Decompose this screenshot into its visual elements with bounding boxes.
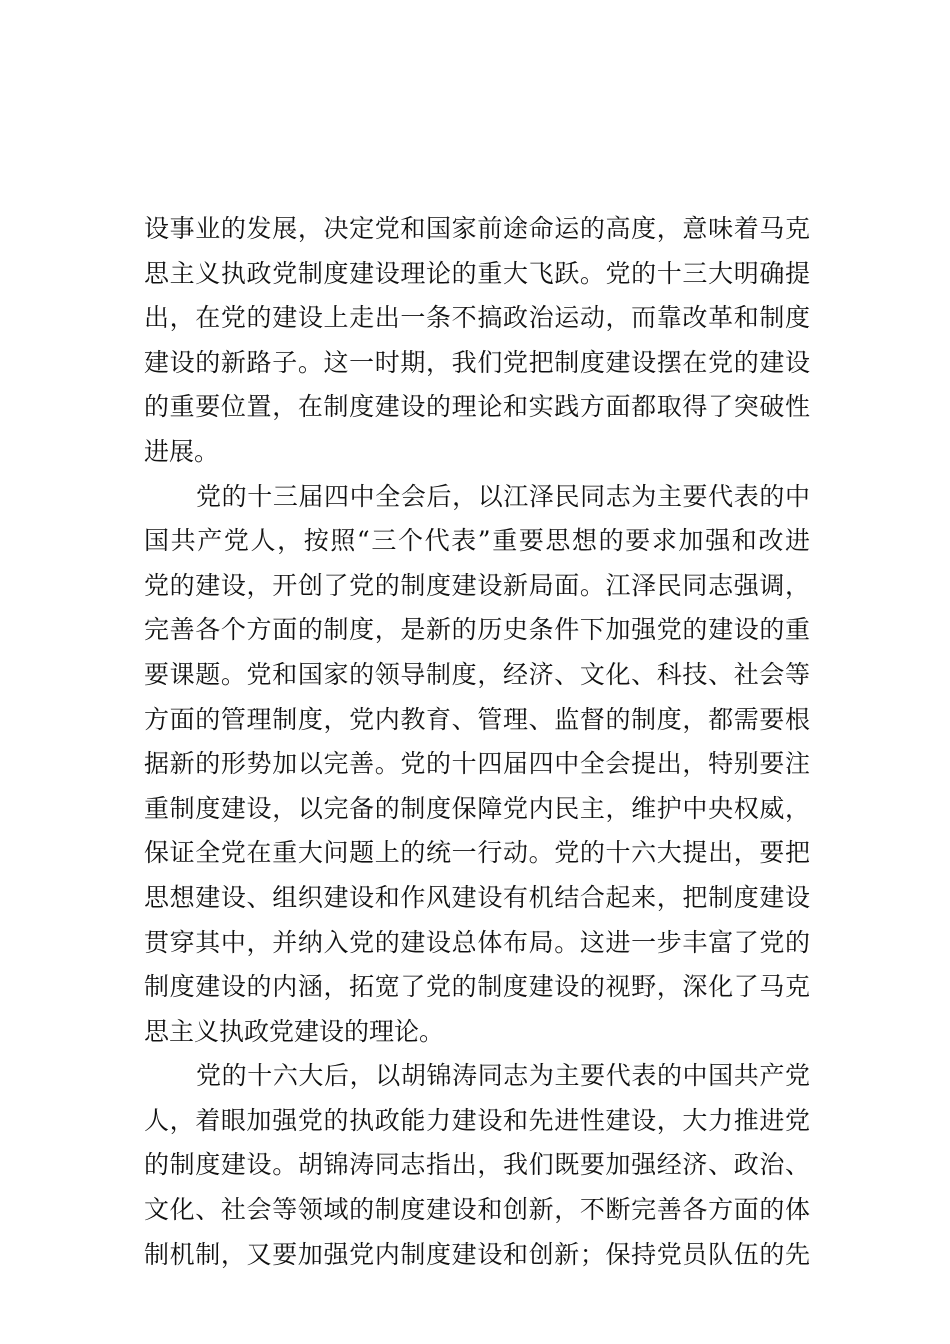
text-line: 的重要位置，在制度建设的理论和实践方面都取得了突破性 [144, 392, 810, 422]
text-line: 党的建设，开创了党的制度建设新局面。江泽民同志强调， [144, 570, 810, 600]
text-line: 思想建设、组织建设和作风建设有机结合起来，把制度建设 [144, 882, 810, 912]
text-line: 建设的新路子。这一时期，我们党把制度建设摆在党的建设 [144, 347, 810, 377]
text-line: 进展。 [144, 436, 220, 466]
text-line: 思主义执政党建设的理论。 [144, 1016, 445, 1046]
text-line: 党的十六大后，以胡锦涛同志为主要代表的中国共产党 [196, 1061, 810, 1091]
text-line: 重制度建设，以完备的制度保障党内民主，维护中央权威， [144, 793, 810, 823]
text-line: 制机制，又要加强党内制度建设和创新；保持党员队伍的先 [144, 1239, 810, 1269]
text-line: 党的十三届四中全会后，以江泽民同志为主要代表的中 [196, 481, 810, 511]
text-line: 贯穿其中，并纳入党的建设总体布局。这进一步丰富了党的 [144, 927, 810, 957]
text-line: 完善各个方面的制度，是新的历史条件下加强党的建设的重 [144, 615, 810, 645]
text-line: 制度建设的内涵，拓宽了党的制度建设的视野，深化了马克 [144, 972, 810, 1002]
text-line: 设事业的发展，决定党和国家前途命运的高度，意味着马克 [144, 214, 810, 243]
text-line: 出，在党的建设上走出一条不搞政治运动，而靠改革和制度 [144, 303, 810, 333]
paragraph-3 [144, 1054, 810, 1277]
text-line: 要课题。党和国家的领导制度，经济、文化、科技、社会等 [144, 659, 810, 689]
paragraph-1 [144, 207, 810, 475]
text-line: 思主义执政党制度建设理论的重大飞跃。党的十三大明确提 [144, 258, 810, 288]
text-line: 人，着眼加强党的执政能力建设和先进性建设，大力推进党 [144, 1105, 810, 1135]
body-text [144, 207, 810, 1277]
text-line: 据新的形势加以完善。党的十四届四中全会提出，特别要注 [144, 749, 810, 779]
text-line: 保证全党在重大问题上的统一行动。党的十六大提出，要把 [144, 838, 810, 868]
text-line: 方面的管理制度，党内教育、管理、监督的制度，都需要根 [144, 704, 810, 734]
text-line: 的制度建设。胡锦涛同志指出，我们既要加强经济、政治、 [144, 1150, 810, 1180]
text-line: 文化、社会等领域的制度建设和创新，不断完善各方面的体 [144, 1195, 810, 1225]
paragraph-2 [144, 475, 810, 1055]
text-line: 国共产党人，按照“三个代表”重要思想的要求加强和改进 [144, 526, 810, 556]
